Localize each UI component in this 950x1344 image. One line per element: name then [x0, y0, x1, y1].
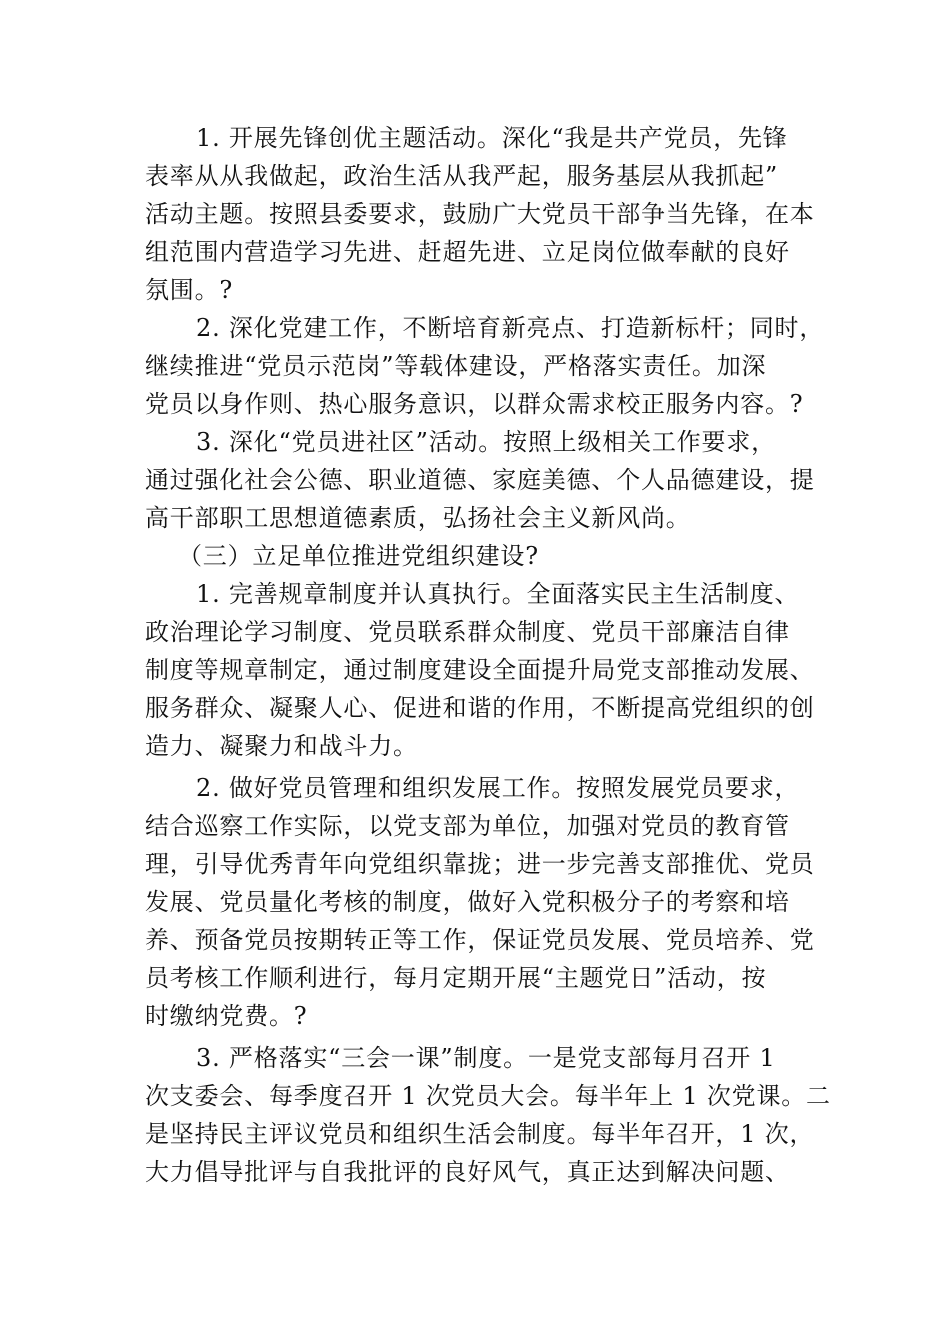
text-line: 3. 深化“党员进社区”活动。按照上级相关工作要求， — [196, 428, 776, 456]
text-line: 1. 完善规章制度并认真执行。全面落实民主生活制度、 — [196, 580, 800, 608]
text-line: 氛围。? — [145, 276, 234, 304]
text-line: 组范围内营造学习先进、赶超先进、立足岗位做奉献的良好 — [145, 238, 790, 266]
text-line: 继续推进“党员示范岗”等载体建设，严格落实责任。加深 — [145, 352, 767, 380]
section-heading: （三）立足单位推进党组织建设? — [178, 542, 539, 570]
text-line: 2. 做好党员管理和组织发展工作。按照发展党员要求， — [196, 774, 800, 802]
text-line: 是坚持民主评议党员和组织生活会制度。每半年召开，1 次， — [145, 1120, 815, 1148]
text-line: 制度等规章制定，通过制度建设全面提升局党支部推动发展、 — [145, 656, 815, 684]
text-line: 发展、党员量化考核的制度，做好入党积极分子的考察和培 — [145, 888, 790, 916]
text-line: 高干部职工思想道德素质，弘扬社会主义新风尚。 — [145, 504, 691, 532]
text-line: 结合巡察工作实际，以党支部为单位，加强对党员的教育管 — [145, 812, 790, 840]
text-line: 养、预备党员按期转正等工作，保证党员发展、党员培养、党 — [145, 926, 815, 954]
text-line: 2. 深化党建工作，不断培育新亮点、打造新标杆；同时， — [196, 314, 825, 342]
text-line: 造力、凝聚力和战斗力。 — [145, 732, 418, 760]
text-line: 表率从从我做起，政治生活从我严起，服务基层从我抓起” — [145, 162, 779, 190]
text-line: 服务群众、凝聚人心、促进和谐的作用，不断提高党组织的创 — [145, 694, 815, 722]
text-line: 理，引导优秀青年向党组织靠拢；进一步完善支部推优、党员 — [145, 850, 815, 878]
text-line: 通过强化社会公德、职业道德、家庭美德、个人品德建设，提 — [145, 466, 815, 494]
text-line: 政治理论学习制度、党员联系群众制度、党员干部廉洁自律 — [145, 618, 790, 646]
text-line: 次支委会、每季度召开 1 次党员大会。每半年上 1 次党课。二 — [145, 1082, 831, 1110]
text-line: 3. 严格落实“三会一课”制度。一是党支部每月召开 1 — [196, 1044, 776, 1072]
text-line: 活动主题。按照县委要求，鼓励广大党员干部争当先锋，在本 — [145, 200, 815, 228]
text-line: 员考核工作顺利进行，每月定期开展“主题党日”活动，按 — [145, 964, 767, 992]
text-line: 大力倡导批评与自我批评的良好风气，真正达到解决问题、 — [145, 1158, 790, 1186]
text-line: 时缴纳党费。? — [145, 1002, 308, 1030]
text-line: 党员以身作则、热心服务意识，以群众需求校正服务内容。? — [145, 390, 804, 418]
text-line: 1. 开展先锋创优主题活动。深化“我是共产党员，先锋 — [196, 124, 788, 152]
